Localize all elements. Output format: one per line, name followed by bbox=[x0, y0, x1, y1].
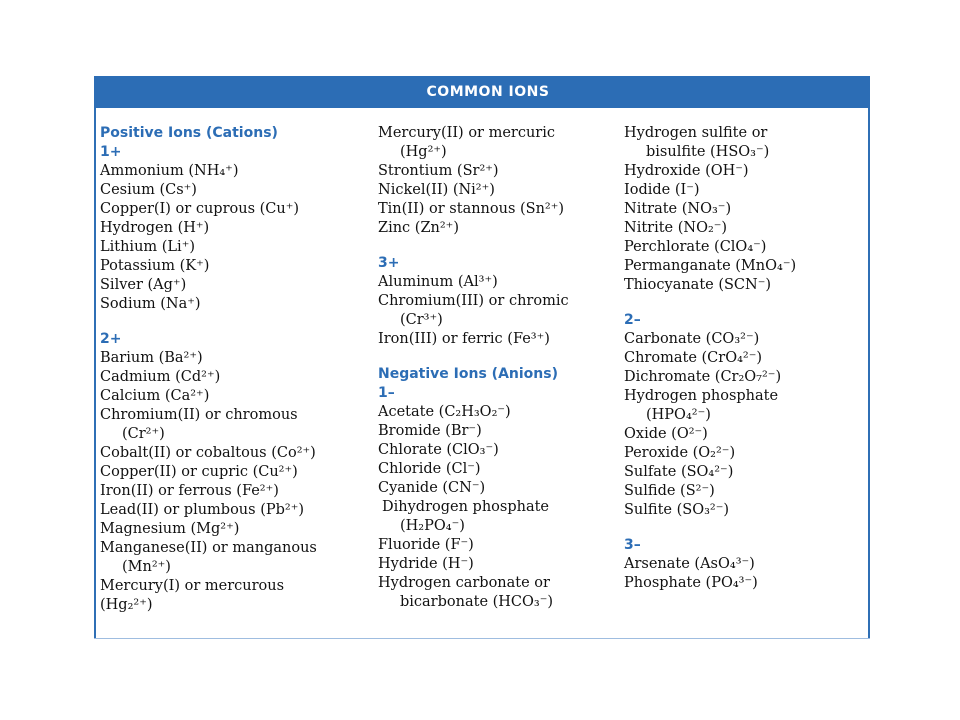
list-1plus bbox=[100, 162, 370, 314]
ion-entry: Iron(III) or ferric (Fe³⁺) bbox=[378, 331, 550, 347]
title-bar bbox=[94, 76, 870, 108]
ion-entry: Cadmium (Cd²⁺) bbox=[100, 369, 221, 385]
ion-entry-continuation: bisulfite (HSO₃⁻) bbox=[646, 144, 770, 160]
ion-entry: Zinc (Zn²⁺) bbox=[378, 220, 459, 236]
ion-entry: Mercury(II) or mercuric bbox=[378, 125, 556, 141]
ion-entry: Lithium (Li⁺) bbox=[100, 239, 196, 255]
ion-entry: Hydride (H⁻) bbox=[378, 556, 474, 572]
ion-entry: Phosphate (PO₄³⁻) bbox=[624, 575, 758, 591]
ion-entry: Hydrogen (H⁺) bbox=[100, 220, 210, 236]
ion-entry: Permanganate (MnO₄⁻) bbox=[624, 258, 797, 274]
spacer bbox=[378, 349, 618, 365]
charge-heading-3plus: 3+ bbox=[378, 255, 400, 271]
ion-entry: Copper(I) or cuprous (Cu⁺) bbox=[100, 201, 300, 217]
card-right-border bbox=[868, 76, 870, 639]
anions-heading: Negative Ions (Anions) bbox=[378, 366, 558, 382]
ion-entry-continuation: (Mn²⁺) bbox=[122, 559, 171, 575]
list-2minus bbox=[624, 330, 864, 520]
list-2plus-continued bbox=[378, 124, 618, 238]
list-1minus bbox=[378, 403, 618, 612]
ion-entry: Tin(II) or stannous (Sn²⁺) bbox=[378, 201, 565, 217]
charge-heading-2minus: 2– bbox=[624, 312, 641, 328]
cations-heading: Positive Ions (Cations) bbox=[100, 125, 278, 141]
ion-entry-continuation: bicarbonate (HCO₃⁻) bbox=[400, 594, 554, 610]
common-ions-card bbox=[94, 76, 870, 639]
charge-heading-1minus: 1– bbox=[378, 385, 395, 401]
ion-entry: Barium (Ba²⁺) bbox=[100, 350, 203, 366]
spacer bbox=[624, 520, 864, 536]
list-3minus bbox=[624, 555, 864, 593]
spacer bbox=[378, 238, 618, 254]
ion-entry: Magnesium (Mg²⁺) bbox=[100, 521, 240, 537]
card-left-border bbox=[94, 76, 96, 639]
ion-entry: Iodide (I⁻) bbox=[624, 182, 700, 198]
ion-entry: Nitrate (NO₃⁻) bbox=[624, 201, 732, 217]
ion-entry: Ammonium (NH₄⁺) bbox=[100, 163, 239, 179]
ion-entry: Thiocyanate (SCN⁻) bbox=[624, 277, 772, 293]
charge-heading-1plus: 1+ bbox=[100, 144, 122, 160]
list-2plus bbox=[100, 349, 370, 615]
list-3plus bbox=[378, 273, 618, 349]
ion-entry: Chromium(III) or chromic bbox=[378, 293, 569, 309]
ion-entry: Acetate (C₂H₃O₂⁻) bbox=[378, 404, 511, 420]
ion-entry: Oxide (O²⁻) bbox=[624, 426, 708, 442]
ion-entry: Lead(II) or plumbous (Pb²⁺) bbox=[100, 502, 305, 518]
ion-entry: Nickel(II) (Ni²⁺) bbox=[378, 182, 495, 198]
ion-entry: Silver (Ag⁺) bbox=[100, 277, 187, 293]
column-anions bbox=[624, 124, 864, 593]
ion-entry: Bromide (Br⁻) bbox=[378, 423, 482, 439]
spacer bbox=[100, 314, 370, 330]
ion-entry: Hydrogen sulfite or bbox=[624, 125, 768, 141]
ion-entry: (Hg₂²⁺) bbox=[100, 597, 153, 613]
ion-entry: Cobalt(II) or cobaltous (Co²⁺) bbox=[100, 445, 316, 461]
column-middle bbox=[378, 124, 618, 612]
column-cations bbox=[100, 124, 370, 615]
ion-entry: Fluoride (F⁻) bbox=[378, 537, 474, 553]
ion-entry: Cyanide (CN⁻) bbox=[378, 480, 486, 496]
ion-entry: Sodium (Na⁺) bbox=[100, 296, 201, 312]
charge-heading-3minus: 3– bbox=[624, 537, 641, 553]
ion-entry: Sulfate (SO₄²⁻) bbox=[624, 464, 734, 480]
ion-entry: Sulfide (S²⁻) bbox=[624, 483, 715, 499]
ion-entry: Chloride (Cl⁻) bbox=[378, 461, 481, 477]
ion-entry-continuation: (Hg²⁺) bbox=[400, 144, 447, 160]
ion-entry: Cesium (Cs⁺) bbox=[100, 182, 197, 198]
ion-entry-continuation: (Cr²⁺) bbox=[122, 426, 165, 442]
ion-entry: Dihydrogen phosphate bbox=[382, 499, 550, 515]
ion-entry-continuation: (Cr³⁺) bbox=[400, 312, 443, 328]
ion-entry: Chlorate (ClO₃⁻) bbox=[378, 442, 499, 458]
ion-entry: Chromate (CrO₄²⁻) bbox=[624, 350, 763, 366]
ion-entry-continuation: (HPO₄²⁻) bbox=[646, 407, 711, 423]
ion-entry: Calcium (Ca²⁺) bbox=[100, 388, 210, 404]
ion-entry: Mercury(I) or mercurous bbox=[100, 578, 285, 594]
ion-entry: Peroxide (O₂²⁻) bbox=[624, 445, 736, 461]
ion-entry: Sulfite (SO₃²⁻) bbox=[624, 502, 730, 518]
spacer bbox=[624, 295, 864, 311]
ion-entry: Strontium (Sr²⁺) bbox=[378, 163, 499, 179]
ion-entry: Nitrite (NO₂⁻) bbox=[624, 220, 728, 236]
list-1minus-continued bbox=[624, 124, 864, 295]
ion-entry: Dichromate (Cr₂O₇²⁻) bbox=[624, 369, 782, 385]
card-bottom-border bbox=[94, 638, 870, 639]
charge-heading-2plus: 2+ bbox=[100, 331, 122, 347]
ion-entry: Hydrogen carbonate or bbox=[378, 575, 550, 591]
ion-entry: Arsenate (AsO₄³⁻) bbox=[624, 556, 755, 572]
ion-entry: Chromium(II) or chromous bbox=[100, 407, 298, 423]
ion-entry: Hydrogen phosphate bbox=[624, 388, 779, 404]
ion-entry-continuation: (H₂PO₄⁻) bbox=[400, 518, 465, 534]
ion-entry: Iron(II) or ferrous (Fe²⁺) bbox=[100, 483, 279, 499]
card-title: COMMON IONS bbox=[426, 84, 550, 100]
ion-entry: Hydroxide (OH⁻) bbox=[624, 163, 749, 179]
ion-entry: Potassium (K⁺) bbox=[100, 258, 210, 274]
ion-entry: Carbonate (CO₃²⁻) bbox=[624, 331, 760, 347]
ion-entry: Perchlorate (ClO₄⁻) bbox=[624, 239, 767, 255]
ion-entry: Manganese(II) or manganous bbox=[100, 540, 317, 556]
ion-entry: Copper(II) or cupric (Cu²⁺) bbox=[100, 464, 298, 480]
ion-entry: Aluminum (Al³⁺) bbox=[378, 274, 498, 290]
